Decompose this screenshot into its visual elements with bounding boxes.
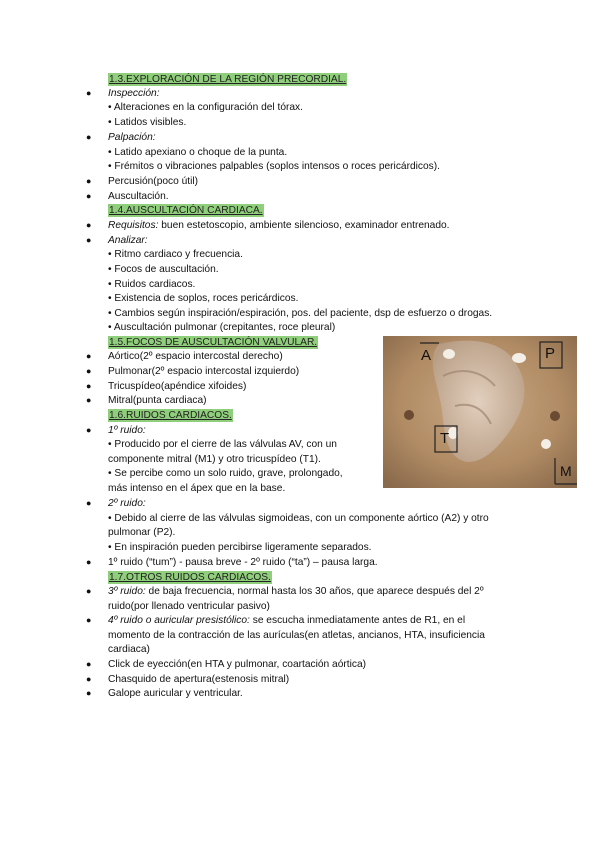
galope: Galope auricular y ventricular.: [108, 688, 243, 699]
bullet: ●: [86, 586, 92, 596]
analizar-item: • Existencia de soplos, roces pericárdicos.: [108, 293, 299, 304]
ruido1-label: 1º ruido:: [108, 425, 146, 436]
ruido3-label: 3º ruido:: [108, 586, 146, 597]
ruido1-text: • Se percibe como un solo ruido, grave, prolongado,: [108, 468, 343, 479]
palpacion-label: Palpación:: [108, 132, 156, 143]
analizar-item: • Focos de auscultación.: [108, 264, 219, 275]
foco-pulmonar: Pulmonar(2º espacio intercostal izquierdo): [108, 366, 300, 377]
chest-auscultation-photo: [383, 336, 577, 488]
inspeccion-item: • Latidos visibles.: [108, 117, 187, 128]
ruido4-text: momento de la contracción de las aurículas(en atletas, ancianos, HTA, insuficiencia: [108, 630, 485, 641]
bullet: ●: [86, 498, 92, 508]
analizar-item: • Auscultación pulmonar (crepitantes, roce pleural): [108, 322, 336, 333]
bullet: ●: [86, 191, 92, 201]
analizar-item: • Ruidos cardiacos.: [108, 279, 196, 290]
ruido3-text: ruido(por llenado ventricular pasivo): [108, 601, 270, 612]
bullet: ●: [86, 366, 92, 376]
ruido3-text: de baja frecuencia, normal hasta los 30 años, que aparece después del 2º: [145, 586, 484, 597]
ruido2-text: • En inspiración pueden percibirse ligeramente separados.: [108, 542, 372, 553]
stethoscope-aortic: [443, 349, 455, 359]
click-eyeccion: Click de eyección(en HTA y pulmonar, coartación aórtica): [108, 659, 367, 670]
bullet: ●: [86, 235, 92, 245]
label-a: A: [421, 347, 432, 364]
chasquido-apertura: Chasquido de apertura(estenosis mitral): [108, 674, 290, 685]
label-p: P: [545, 345, 556, 362]
analizar-item: • Cambios según inspiración/espiración, pos. del paciente, dsp de esfuerzo o drogas.: [108, 308, 493, 319]
ruido2-label: 2º ruido:: [108, 498, 146, 509]
stethoscope-pulmonary: [512, 353, 526, 363]
ruido4-text: se escucha inmediatamente antes de R1, en el: [249, 615, 466, 626]
ruido1-text: componente mitral (M1) y otro tricuspídeo (T1).: [108, 454, 321, 465]
requisitos-item: [108, 219, 450, 232]
bullet: ●: [86, 176, 92, 186]
ruido2-text: • Debido al cierre de las válvulas sigmoideas, con un componente aórtico (A2) y otro: [108, 513, 489, 524]
bullet: ●: [86, 659, 92, 669]
ruido4-label: 4º ruido o auricular presistólico:: [108, 615, 250, 626]
section-header-1-3: 1.3.EXPLORACIÓN DE LA REGIÓN PRECORDIAL.: [109, 74, 347, 85]
section-header-1-6: 1.6.RUIDOS CARDIACOS.: [109, 410, 232, 421]
bullet: ●: [86, 381, 92, 391]
inspeccion-item: • Alteraciones en la configuración del tórax.: [108, 102, 303, 113]
stethoscope-mitral: [541, 439, 551, 449]
nipple-right: [404, 410, 414, 420]
bullet: ●: [86, 557, 92, 567]
inspeccion-label: Inspección:: [108, 88, 160, 99]
ruido4-item: [108, 614, 465, 627]
bullet: ●: [86, 425, 92, 435]
palpacion-item: • Frémitos o vibraciones palpables (soplos intensos o roces pericárdicos).: [108, 161, 440, 172]
bullet: ●: [86, 615, 92, 625]
ruido1-text: • Producido por el cierre de las válvulas AV, con un: [108, 439, 337, 450]
ruido1-text: más intenso en el ápex que en la base.: [108, 483, 286, 494]
bullet: ●: [86, 88, 92, 98]
requisitos-label: Requisitos:: [108, 220, 159, 231]
section-header-1-4: 1.4.AUSCULTACIÓN CARDIACA.: [109, 205, 263, 216]
palpacion-item: • Latido apexiano o choque de la punta.: [108, 147, 288, 158]
bullet: ●: [86, 688, 92, 698]
ciclo-cardiaco: 1º ruido (“tum”) - pausa breve - 2º ruido (“ta”) – pausa larga.: [108, 557, 378, 568]
foco-tricuspideo: Tricuspídeo(apéndice xifoides): [108, 381, 247, 392]
requisitos-text: buen estetoscopio, ambiente silencioso, examinador entrenado.: [158, 220, 450, 231]
bullet: ●: [86, 132, 92, 142]
section-header-1-5: 1.5.FOCOS DE AUSCULTACIÓN VALVULAR.: [109, 337, 318, 348]
ruido2-text: pulmonar (P2).: [108, 527, 176, 538]
ruido4-text: cardiaca): [108, 644, 150, 655]
label-t: T: [440, 430, 450, 447]
bullet: ●: [86, 220, 92, 230]
ruido3-item: [108, 585, 484, 598]
percusion-item: Percusión(poco útil): [108, 176, 199, 187]
section-header-1-7: 1.7.OTROS RUIDOS CARDIACOS.: [109, 572, 271, 583]
label-m: M: [560, 463, 572, 479]
foco-mitral: Mitral(punta cardiaca): [108, 395, 207, 406]
analizar-item: • Ritmo cardiaco y frecuencia.: [108, 249, 243, 260]
bullet: ●: [86, 395, 92, 405]
foco-aortico: Aórtico(2º espacio intercostal derecho): [108, 351, 283, 362]
bullet: ●: [86, 674, 92, 684]
nipple-left: [550, 411, 560, 421]
auscultacion-item: Auscultación.: [108, 191, 169, 202]
bullet: ●: [86, 351, 92, 361]
analizar-label: Analizar:: [108, 235, 148, 246]
